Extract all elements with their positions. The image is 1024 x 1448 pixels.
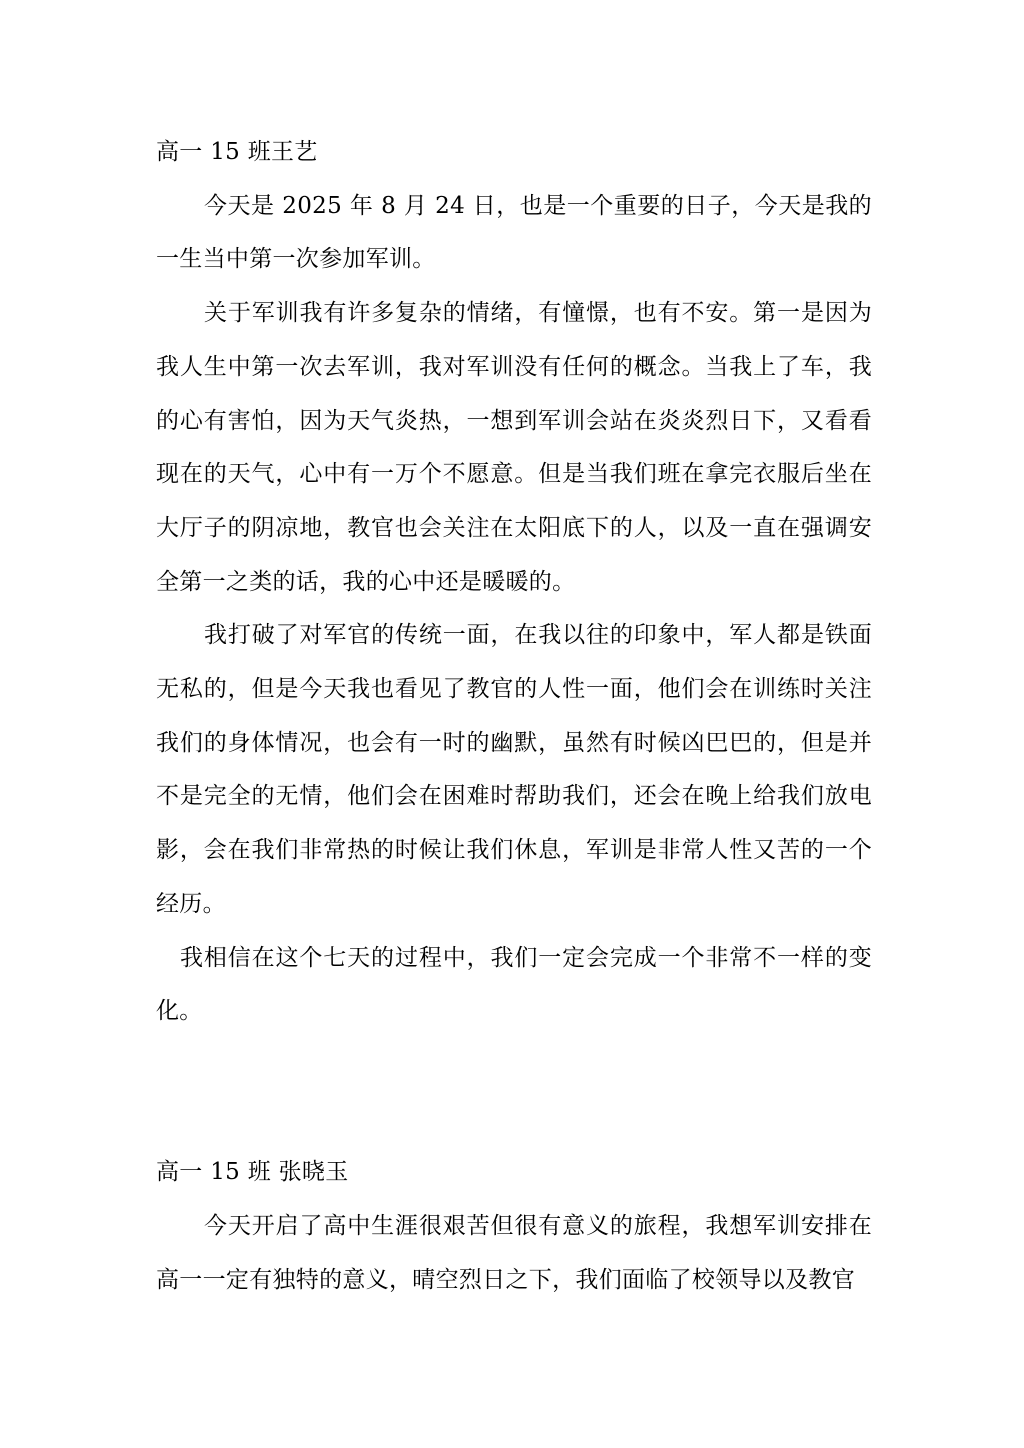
essay-paragraph: 我相信在这个七天的过程中，我们一定会完成一个非常不一样的变化。	[156, 944, 872, 1025]
essay-paragraph: 我打破了对军官的传统一面，在我以往的印象中，军人都是铁面无私的，但是今天我也看见了教官的人性一面，他们会在训练时关注我们的身体情况，也会有一时的幽默，虽然有时候凶巴巴的，但是并不是完全的无情，他们会在困难时帮助我们，还会在晚上给我们放电影，会在我们非常热的时候让我们休息，军训是非常人性又苦的一个经历。	[156, 622, 872, 917]
essay-wang-yi	[156, 126, 872, 1039]
essay-author: 高一 15 班王艺	[156, 139, 318, 165]
essay-zhang-xiaoyu	[156, 1146, 872, 1307]
essay-paragraph: 今天是 2025 年 8 月 24 日，也是一个重要的日子，今天是我的一生当中第一次参加军训。	[156, 192, 872, 273]
essay-paragraph: 关于军训我有许多复杂的情绪，有憧憬，也有不安。第一是因为我人生中第一次去军训，我对军训没有任何的概念。当我上了车，我的心有害怕，因为天气炎热，一想到军训会站在炎炎烈日下，又看看现在的天气，心中有一万个不愿意。但是当我们班在拿完衣服后坐在大厅子的阴凉地，教官也会关注在太阳底下的人，以及一直在强调安全第一之类的话，我的心中还是暖暖的。	[156, 300, 872, 595]
essay-paragraph: 今天开启了高中生涯很艰苦但很有意义的旅程，我想军训安排在高一一定有独特的意义，晴空烈日之下，我们面临了校领导以及教官	[156, 1213, 872, 1293]
document-body	[156, 126, 872, 1307]
essay-author: 高一 15 班 张晓玉	[156, 1159, 349, 1186]
section-spacer	[156, 1039, 872, 1146]
